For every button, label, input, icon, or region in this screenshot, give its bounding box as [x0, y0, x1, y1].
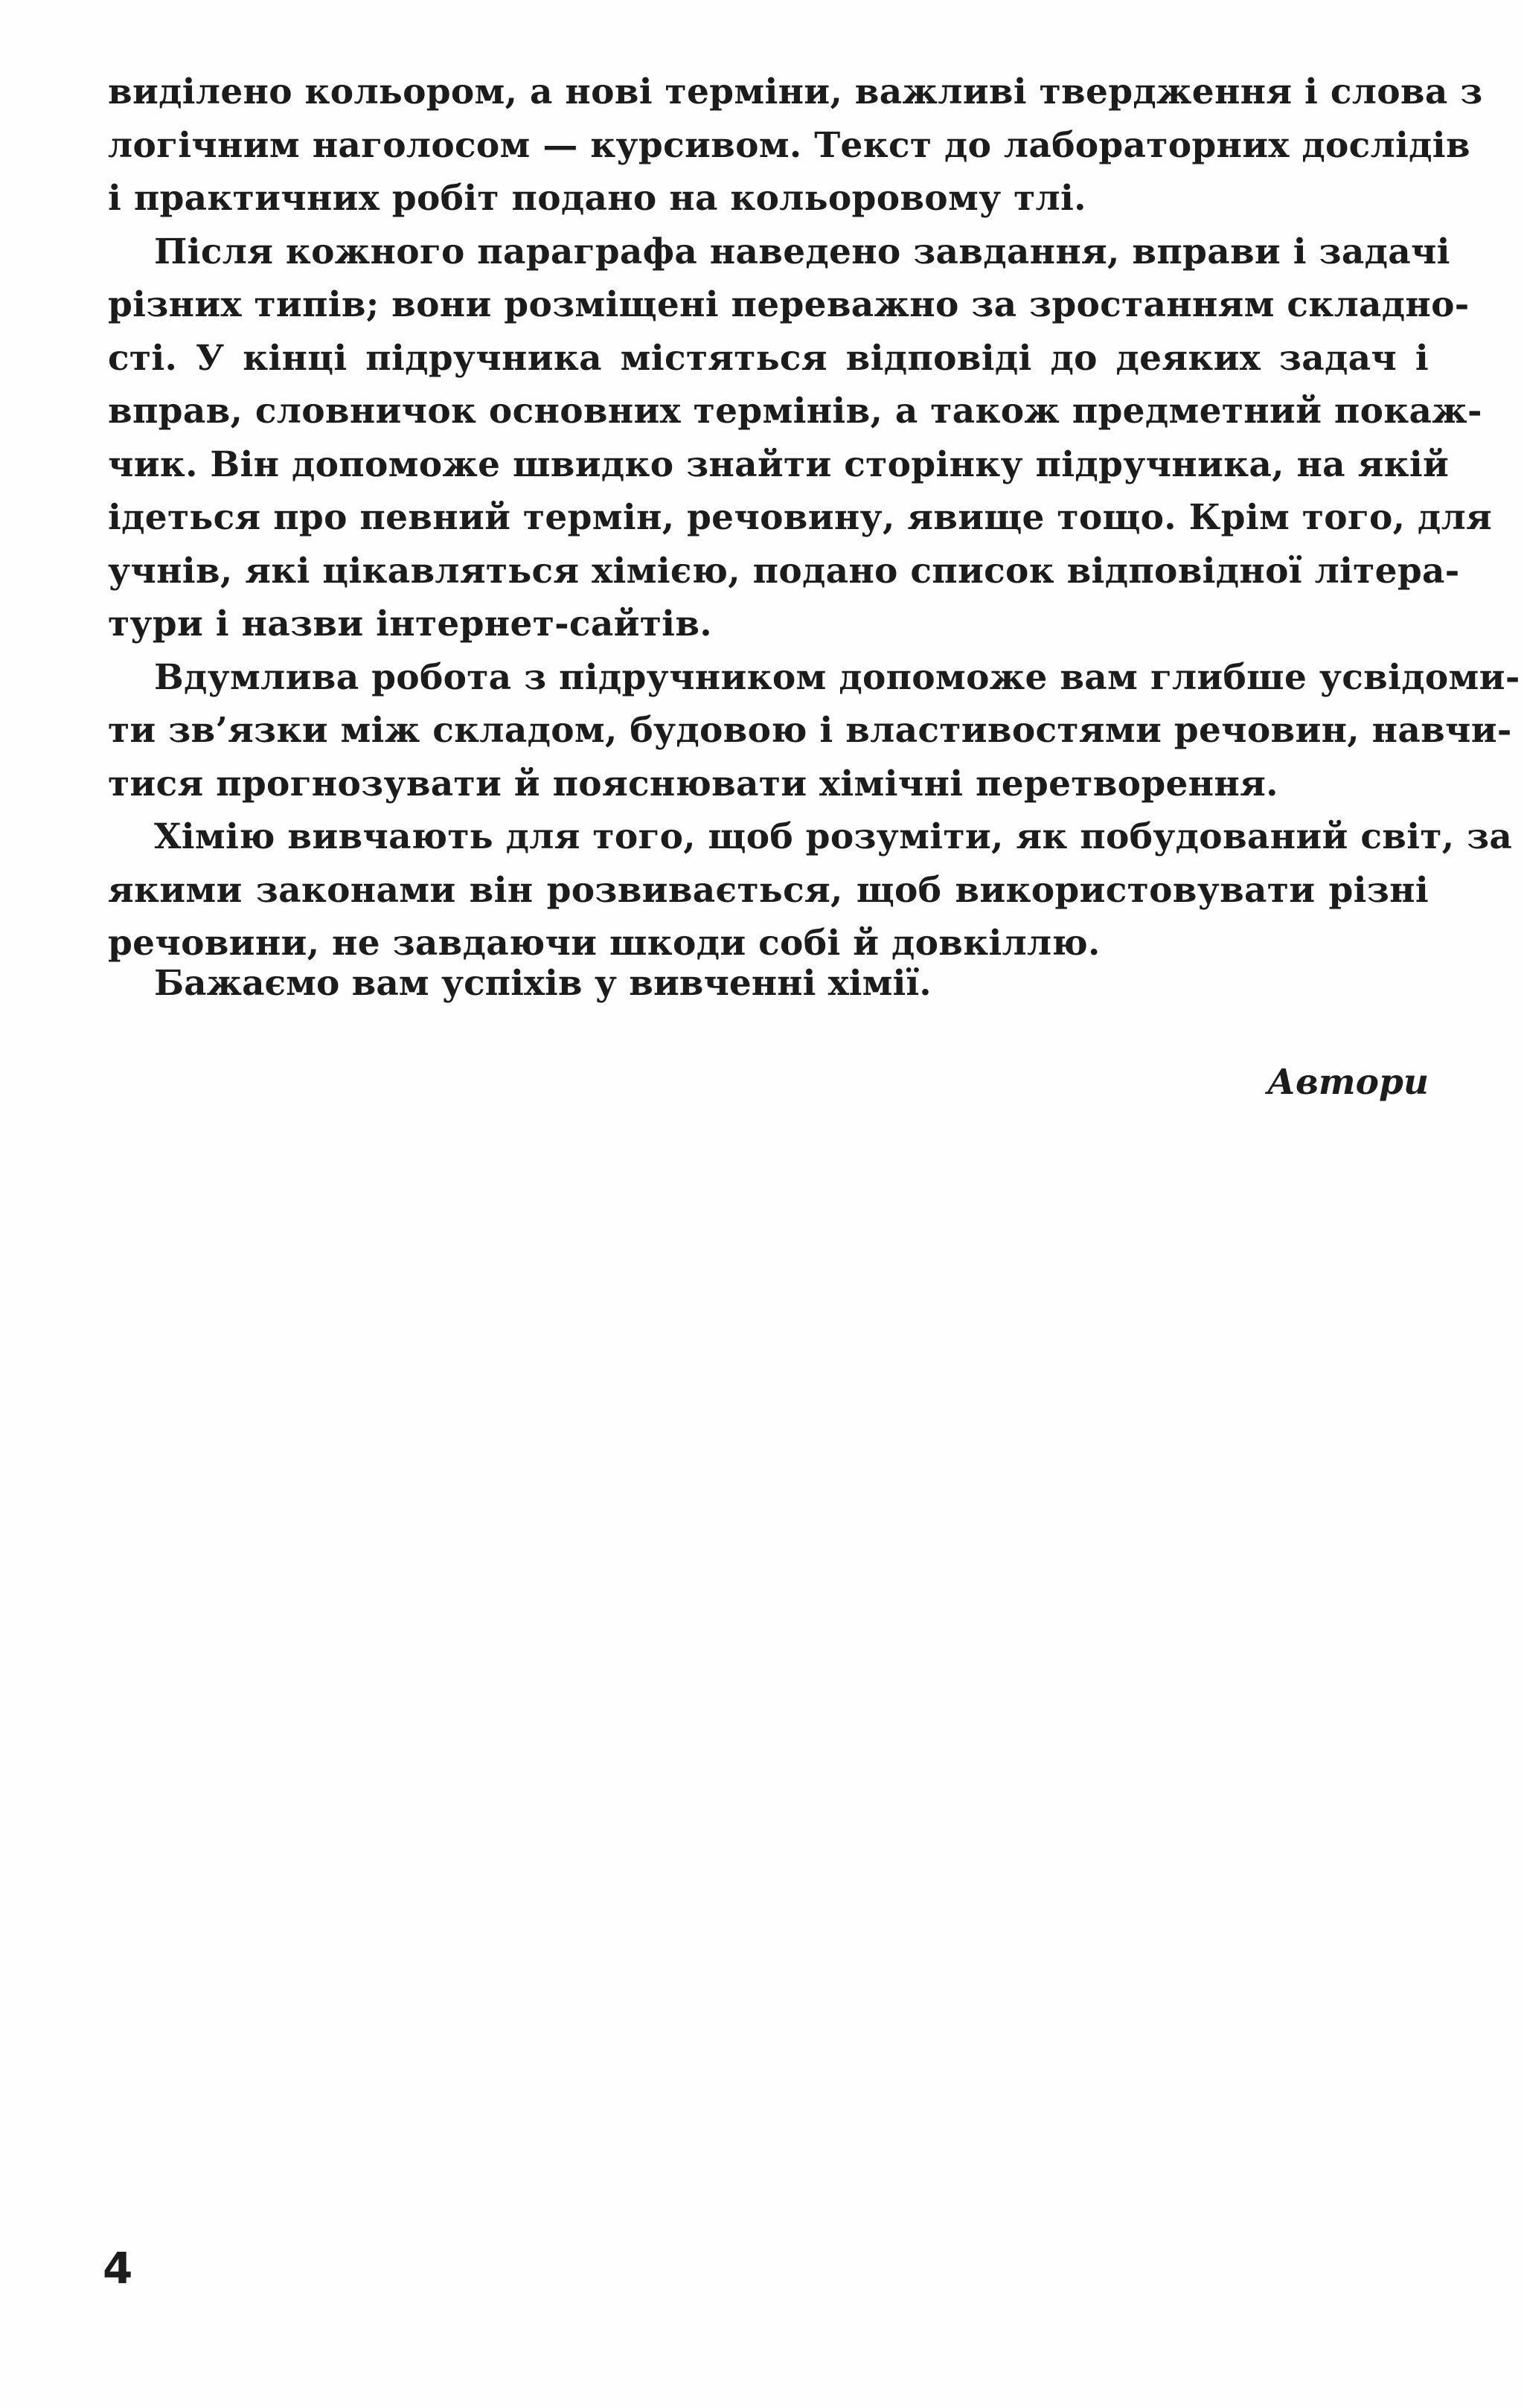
text-line: вправ, словничок основних термінів, а також предметний покаж-	[108, 391, 1482, 432]
text-line: ідеться про певний термін, речовину, явище тощо. Крім того, для	[108, 497, 1493, 538]
text-line: ти зв’язки між складом, будовою і властивостями речовин, навчи-	[108, 710, 1512, 751]
text-line: учнів, які цікавляться хімією, подано список відповідної літера-	[108, 550, 1460, 592]
text-line: якими законами він розвивається, щоб використовувати різні	[108, 869, 1429, 911]
text-line: Хімію вивчають для того, щоб розуміти, як побудований світ, за	[154, 816, 1513, 857]
text-line: речовини, не завдаючи шкоди собі й довкіллю.	[108, 923, 1101, 964]
closing-wish: Бажаємо вам успіхів у вивченні хімії.	[154, 963, 932, 1004]
text-line: Вдумлива робота з підручником допоможе вам глибше усвідоми-	[154, 656, 1520, 698]
text-line: тися прогнозувати й пояснювати хімічні перетворення.	[108, 763, 1278, 804]
page-number: 4	[103, 2243, 133, 2293]
text-line: і практичних робіт подано на кольоровому тлі.	[108, 178, 1086, 219]
text-line: чик. Він допоможе швидко знайти сторінку підручника, на якій	[108, 444, 1450, 485]
text-line: сті. У кінці підручника містяться відповіді до деяких задач і	[108, 337, 1429, 379]
body-text	[108, 65, 1520, 970]
authors-signature: Автори	[1267, 1062, 1429, 1103]
text-line: виділено кольором, а нові терміни, важливі твердження і слова з	[108, 71, 1483, 112]
text-line: різних типів; вони розміщені переважно за зростанням складно-	[108, 284, 1470, 325]
text-line: Після кожного параграфа наведено завдання, вправи і задачі	[154, 231, 1450, 272]
text-line: тури і назви інтернет-сайтів.	[108, 603, 712, 644]
text-line: логічним наголосом — курсивом. Текст до лабораторних дослідів	[108, 124, 1470, 166]
